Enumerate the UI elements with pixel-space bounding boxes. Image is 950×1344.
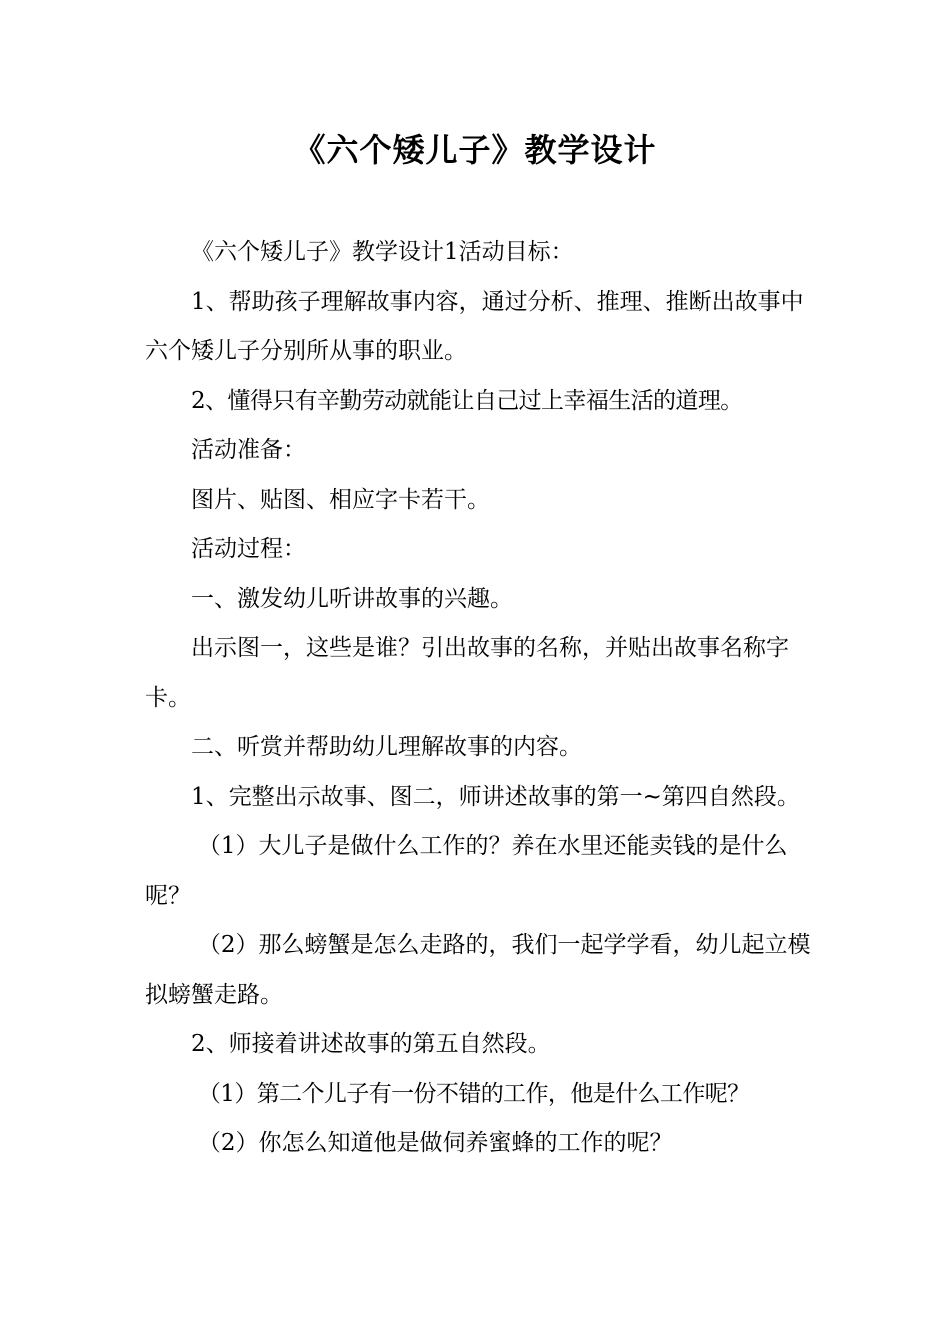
paragraph-question-1: （1）大儿子是做什么工作的？养在水里还能卖钱的是什么呢？ [145,833,788,909]
paragraph-step-2: 二、听赏并帮助幼儿理解故事的内容。 [191,734,582,760]
paragraph-preparation: 图片、贴图、相应字卡若干。 [191,486,490,513]
paragraph-goal-1: 1、帮助孩子理解故事内容，通过分析、推理、推断出故事中六个矮儿子分别所从事的职业。 [145,288,804,364]
paragraph-preparation-heading: 活动准备： [191,437,306,463]
paragraph-step-1-detail: 出示图一，这些是谁？引出故事的名称，并贴出故事名称字卡。 [145,635,789,711]
document-title: 《六个矮儿子》教学设计 [293,131,657,169]
paragraph-question-3: （1）第二个儿子有一份不错的工作，他是什么工作呢？ [197,1080,750,1107]
paragraph-process-heading: 活动过程： [191,536,306,562]
paragraph-goal-2: 2、懂得只有辛勤劳动就能让自己过上幸福生活的道理。 [191,387,743,414]
paragraph-question-2: （2）那么螃蟹是怎么走路的，我们一起学学看，幼儿起立模拟螃蟹走路。 [145,932,811,1008]
paragraph-step-2-2: 2、师接着讲述故事的第五自然段。 [191,1031,551,1057]
paragraph-step-1: 一、激发幼儿听讲故事的兴趣。 [191,585,513,612]
document-body [145,228,813,1169]
paragraph-question-4: （2）你怎么知道他是做伺养蜜蜂的工作的呢？ [197,1130,673,1156]
paragraph-intro: 《六个矮儿子》教学设计1活动目标： [191,239,574,265]
paragraph-step-2-1: 1、完整出示故事、图二，师讲述故事的第一~第四自然段。 [191,783,800,810]
